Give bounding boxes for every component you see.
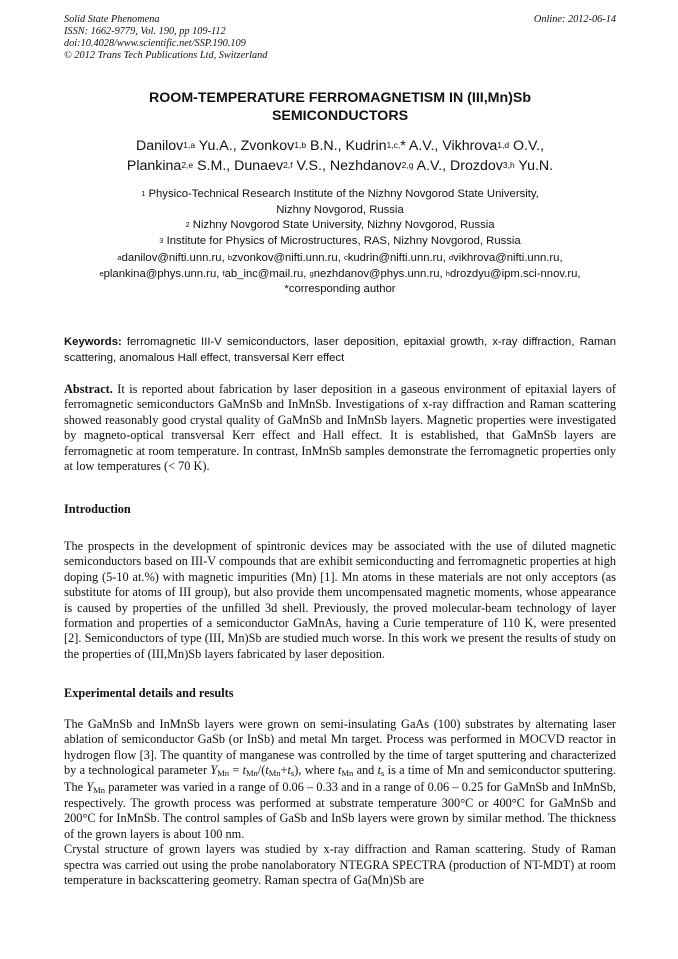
title-line-1: ROOM-TEMPERATURE FERROMAGNETISM IN (III,Mn)Sb <box>149 90 531 106</box>
author-initials: V.S., <box>292 158 330 174</box>
experimental-heading: Experimental details and results <box>64 686 234 700</box>
author-sup: 1,a <box>183 140 196 150</box>
journal-copyright: © 2012 Trans Tech Publications Ltd, Switzerland <box>64 50 268 61</box>
affiliation-3 <box>64 234 616 250</box>
author-name: Zvonkov <box>240 138 295 154</box>
subscript-mn: Mn <box>341 768 354 779</box>
affiliation-text: Nizhny Novgorod State University, Nizhny Novgorod, Russia <box>189 219 495 231</box>
text-run: parameter was varied in a range of 0.06 – 0.33 and in a range of 0.06 – 0.25 for GaMnSb and InMnSb, respectively. The growth process was performed at substrate temperature 300°C or 400°C for GaMnSb and 200°C for InMnSb. The control samples of GaSb and InSb layers were grown by similar method. The thickness of the grown layers is about 100 nm. <box>64 779 616 841</box>
subscript-mn: Mn <box>268 768 281 779</box>
email-link[interactable]: kudrin@nifti.unn.ru, <box>347 252 449 264</box>
intro-heading: Introduction <box>64 502 131 516</box>
author-initials: A.V., <box>413 158 451 174</box>
author-name: Kudrin <box>345 138 387 154</box>
author-name: Vikhrova <box>442 138 498 154</box>
experimental-paragraph-1 <box>64 717 616 842</box>
author-sup: 1,b <box>294 140 307 150</box>
author-name: Dunaev <box>234 158 284 174</box>
affiliation-sup: 1 <box>141 189 146 198</box>
author-initials: Yu.A., <box>195 138 241 154</box>
subscript-s: s <box>381 768 385 779</box>
email-link[interactable]: vikhrova@nifti.unn.ru, <box>453 252 563 264</box>
text-run: /( <box>257 763 266 778</box>
email-link[interactable]: nezhdanov@phys.unn.ru, <box>313 267 446 280</box>
text-run: ), where <box>294 763 339 778</box>
affiliation-1-city: Nizhny Novgorod, Russia <box>276 203 404 216</box>
email-sup: f <box>222 268 225 278</box>
affiliation-sup: 3 <box>159 235 164 245</box>
author-initials: Yu.N. <box>514 158 554 174</box>
author-sup: 1,c, <box>386 140 401 150</box>
abstract-text: It is reported about fabrication by laser deposition in a gaseous environment of epitaxial layers of ferromagnetic semiconductors GaMnSb and InMnSb. Investigations of x-ray diffraction and Raman scattering showed reasonably good crystal quality of GaMnSb and InMnSb layers. Magnetic properties were investigated by magneto-optical transversal Kerr effect and Hall effect. It is established, that GaMnSb layers are ferromagnetic at room temperature. In contrast, InMnSb samples demonstrate the ferromagnetic properties only at low temperatures (< 70 K). <box>64 382 616 474</box>
online-date: Online: 2012-06-14 <box>533 14 616 25</box>
affiliation-text: Institute for Physics of Microstructures, RAS, Nizhny Novgorod, Russia <box>163 234 521 247</box>
author-name: Plankina <box>126 158 182 174</box>
text-run: + <box>280 763 288 778</box>
journal-doi: doi:10.4028/www.scientific.net/SSP.190.109 <box>64 38 246 49</box>
symbol-y: Y <box>86 779 94 794</box>
title-line-2: SEMICONDUCTORS <box>271 108 409 124</box>
author-line-1 <box>64 136 616 156</box>
author-initials: * A.V., <box>400 138 443 154</box>
email-line-2 <box>64 267 616 283</box>
intro-paragraph: The prospects in the development of spintronic devices may be associated with the use of diluted magnetic semiconductors based on III-V compounds that are exhibit semiconducting and ferromagnetic properties at high doping (5-10 at.%) with magnetic impurities (Mn) [1]. Mn atoms in these materials are not only acceptors (as substitute for atoms of III group), but also provide them uncompensated magnetic moments, whose appearance is caused by properties of the unfilled 3d shell. Previously, the proved molecular-beam technology of layer formation and properties of a semiconductor GaMnAs, having a Curie temperature of 110 K, were presented [2]. Semiconductors of type (III, Mn)Sb are studied much worse. In this work we present the results of study on the properties of (III,Mn)Sb layers fabricated by laser deposition. <box>64 539 616 661</box>
affiliation-sup: 2 <box>185 220 190 229</box>
email-sup: a <box>117 253 122 262</box>
email-line-1 <box>64 251 616 267</box>
author-initials: O.V., <box>509 138 545 154</box>
subscript-s: s <box>290 768 295 779</box>
journal-header <box>64 14 616 62</box>
abstract-label: Abstract. <box>64 382 113 396</box>
email-sup: c <box>343 253 348 262</box>
email-link[interactable]: ab_inc@mail.ru, <box>224 267 310 280</box>
experimental-paragraph-2: Crystal structure of grown layers was studied by x-ray diffraction and Raman scattering. Study of Raman spectra was carried out using the probe nanolaboratory NTEGRA SPECTRA (production of NT-MDT) at room temperature in backscattering geometry. Raman spectra of Ga(Mn)Sb are <box>64 842 616 888</box>
email-sup: e <box>99 268 104 278</box>
keywords-label: Keywords: <box>64 336 122 348</box>
symbol-t: t <box>265 763 269 778</box>
author-name: Danilov <box>135 138 184 154</box>
keywords-text: ferromagnetic III-V semiconductors, laser deposition, epitaxial growth, x-ray diffraction, Raman scattering, anomalous Hall effect, transversal Kerr effect <box>64 336 616 364</box>
subscript-mn: Mn <box>217 768 230 779</box>
email-sup: g <box>309 268 314 278</box>
affiliation-1 <box>64 187 616 203</box>
paper-title <box>64 89 616 125</box>
author-emails <box>64 251 616 298</box>
symbol-t: t <box>338 763 342 778</box>
corresponding-author-note: *corresponding author <box>284 283 396 295</box>
journal-name: Solid State Phenomena <box>64 14 160 25</box>
author-sup: 3,h <box>502 160 515 170</box>
affiliation-text: Physico-Technical Research Institute of the Nizhny Novgorod State University, <box>145 188 539 200</box>
email-link[interactable]: plankina@phys.unn.ru, <box>103 267 223 280</box>
subscript-mn: Mn <box>93 784 105 795</box>
author-sup: 2,g <box>401 160 414 170</box>
author-name: Drozdov <box>450 158 503 174</box>
abstract <box>64 382 616 474</box>
symbol-t: t <box>377 763 382 778</box>
email-sup: b <box>227 253 233 262</box>
email-sup: d <box>448 253 454 262</box>
email-link[interactable]: drozdyu@ipm.sci-nnov.ru, <box>449 267 581 280</box>
author-initials: S.M., <box>193 158 235 174</box>
text-run: is a time of Mn and semiconductor sputtering. The <box>64 763 617 794</box>
email-link[interactable]: danilov@nifti.unn.ru, <box>121 252 228 264</box>
text-run: = <box>229 763 243 778</box>
affiliation-2 <box>64 218 616 234</box>
experimental-section <box>64 717 616 888</box>
author-sup: 2,f <box>283 160 293 170</box>
keywords <box>64 335 616 366</box>
symbol-t: t <box>242 763 246 778</box>
author-line-2 <box>64 156 616 176</box>
subscript-mn: Mn <box>245 768 258 779</box>
author-name: Nezhdanov <box>329 158 402 174</box>
author-list <box>64 136 616 176</box>
author-sup: 2,e <box>181 160 194 170</box>
email-link[interactable]: zvonkov@nifti.unn.ru, <box>232 252 344 264</box>
author-sup: 1,d <box>497 140 510 150</box>
journal-issn: ISSN: 1662-9779, Vol. 190, pp 109-112 <box>64 26 226 37</box>
symbol-y: Y <box>210 763 218 778</box>
email-sup: h <box>445 268 450 278</box>
symbol-t: t <box>287 763 291 778</box>
text-run: and <box>353 763 378 778</box>
text-run: The GaMnSb and InMnSb layers were grown on semi-insulating GaAs (100) substrates by alternating laser ablation of semiconductor GaSb (or InSb) and metal Mn target. Process was performed in MOCVD reactor in hydrogen flow [3]. The quantity of manganese was controlled by the time of target sputtering and characterized by a technological parameter <box>64 717 616 778</box>
affiliations <box>64 187 616 249</box>
author-initials: B.N., <box>306 138 346 154</box>
